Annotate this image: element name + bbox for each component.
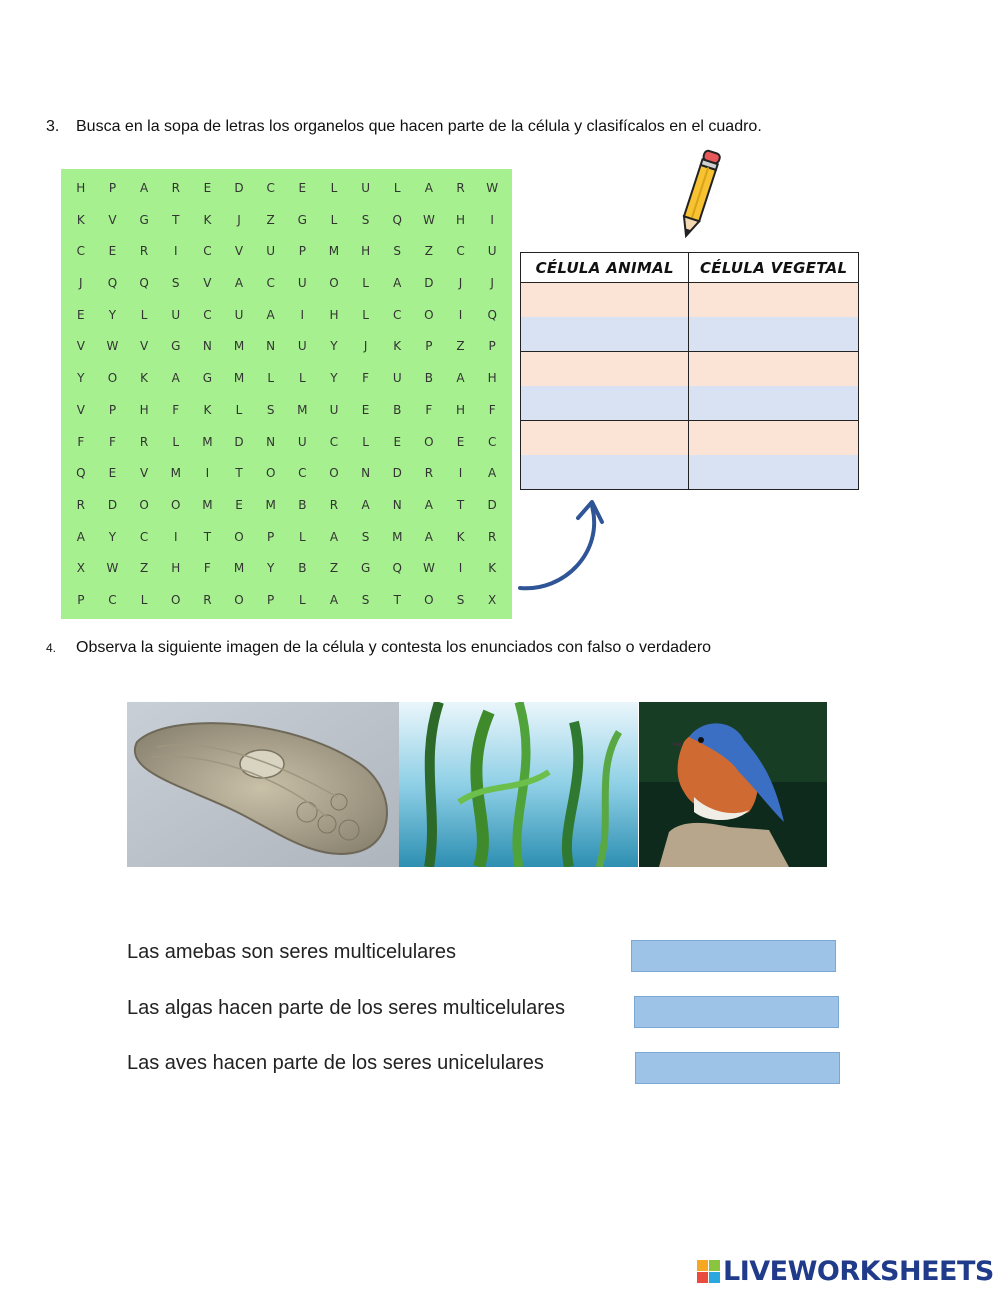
letter-cell[interactable]: R: [424, 466, 434, 481]
letter-cell[interactable]: J: [237, 212, 241, 227]
letter-cell[interactable]: C: [456, 244, 465, 259]
letter-cell[interactable]: N: [361, 466, 371, 481]
classification-table: [520, 252, 859, 490]
answer-cell-plant[interactable]: [689, 317, 859, 352]
letter-cell[interactable]: L: [140, 593, 148, 608]
answer-input[interactable]: [521, 386, 688, 420]
letter-cell[interactable]: C: [76, 244, 86, 259]
letter-cell[interactable]: L: [298, 371, 306, 386]
letter-cell[interactable]: L: [362, 307, 369, 322]
letter-cell[interactable]: S: [361, 212, 370, 227]
letter-cell[interactable]: Q: [392, 212, 402, 227]
statement-2: Las algas hacen parte de los seres multicelulares: [127, 997, 566, 1019]
letter-cell[interactable]: Z: [139, 561, 149, 576]
answer-cell-plant[interactable]: [689, 386, 859, 421]
letter-cell[interactable]: M: [202, 497, 213, 512]
letter-cell[interactable]: D: [487, 497, 497, 512]
answer-input[interactable]: [521, 283, 688, 317]
letter-cell[interactable]: R: [139, 244, 149, 259]
letter-cell[interactable]: S: [361, 529, 370, 544]
letter-cell[interactable]: K: [203, 402, 212, 417]
letter-cell[interactable]: U: [266, 244, 276, 259]
statement-3: Las aves hacen parte de los seres unicelulares: [127, 1052, 544, 1074]
answer-box-1[interactable]: [631, 940, 836, 972]
letter-cell[interactable]: U: [171, 307, 181, 322]
letter-cell[interactable]: C: [487, 434, 497, 449]
letter-cell[interactable]: T: [203, 529, 212, 544]
letter-cell[interactable]: O: [107, 371, 118, 386]
answer-box-3[interactable]: [635, 1052, 840, 1084]
letter-cell[interactable]: F: [203, 561, 211, 576]
letter-cell[interactable]: W: [486, 180, 499, 195]
letter-cell[interactable]: N: [392, 497, 402, 512]
letter-cell[interactable]: Y: [330, 371, 338, 386]
letter-cell[interactable]: Q: [76, 466, 86, 481]
algae-image: [399, 702, 638, 867]
letter-cell[interactable]: K: [76, 212, 85, 227]
letter-cell[interactable]: M: [328, 244, 340, 259]
letter-cell[interactable]: E: [393, 434, 402, 449]
letter-cell[interactable]: P: [77, 593, 85, 608]
answer-cell-animal[interactable]: [521, 386, 689, 421]
letter-cell[interactable]: N: [266, 434, 276, 449]
letter-cell[interactable]: I: [458, 561, 463, 576]
letter-cell[interactable]: A: [329, 529, 339, 544]
letter-cell[interactable]: F: [172, 402, 180, 417]
letter-cell[interactable]: P: [298, 244, 306, 259]
letter-cell[interactable]: E: [108, 466, 117, 481]
answer-input[interactable]: [521, 421, 688, 455]
answer-input[interactable]: [521, 455, 688, 489]
answer-cell-animal[interactable]: [521, 283, 689, 318]
letter-cell[interactable]: O: [424, 307, 434, 322]
letter-cell[interactable]: C: [329, 434, 339, 449]
letter-cell[interactable]: K: [393, 339, 402, 354]
letter-cell[interactable]: G: [139, 212, 149, 227]
letter-cell[interactable]: M: [297, 402, 308, 417]
letter-cell[interactable]: H: [456, 212, 466, 227]
answer-cell-animal[interactable]: [521, 455, 689, 490]
letter-cell[interactable]: V: [108, 212, 117, 227]
letter-cell[interactable]: I: [490, 212, 494, 227]
letter-cell[interactable]: E: [108, 244, 117, 259]
letter-cell[interactable]: O: [234, 529, 244, 544]
letter-cell[interactable]: A: [488, 466, 497, 481]
letter-cell[interactable]: V: [76, 402, 85, 417]
letter-cell[interactable]: L: [330, 180, 338, 195]
letter-cell[interactable]: L: [362, 275, 369, 290]
letter-cell[interactable]: U: [234, 307, 244, 322]
letter-cell[interactable]: Q: [139, 275, 149, 290]
letter-cell[interactable]: Y: [77, 371, 85, 386]
letter-cell[interactable]: L: [298, 593, 306, 608]
letter-cell[interactable]: H: [329, 307, 339, 322]
letter-cell[interactable]: A: [361, 497, 370, 512]
header-plant-cell: CÉLULA VEGETAL: [689, 253, 859, 283]
letter-cell[interactable]: Y: [266, 561, 275, 576]
question-3: [46, 118, 762, 136]
letter-cell[interactable]: Z: [329, 561, 339, 576]
letter-cell[interactable]: O: [265, 466, 276, 481]
letter-cell[interactable]: T: [235, 466, 243, 481]
letter-cell[interactable]: A: [171, 371, 180, 386]
word-search-grid[interactable]: [61, 169, 512, 619]
answer-cell-plant[interactable]: [689, 421, 859, 456]
answer-cell-animal[interactable]: [521, 317, 689, 352]
letter-cell[interactable]: D: [424, 275, 434, 290]
letter-cell[interactable]: B: [298, 497, 307, 512]
letter-cell[interactable]: O: [424, 593, 434, 608]
letter-cell[interactable]: R: [203, 593, 212, 608]
letter-cell[interactable]: D: [392, 466, 402, 481]
question-text: Busca en la sopa de letras los organelos que hacen parte de la célula y clasifícalos en el cuadro.: [76, 118, 762, 135]
letter-cell[interactable]: F: [425, 402, 433, 417]
letter-cell[interactable]: C: [298, 466, 307, 481]
letter-cell[interactable]: Q: [392, 561, 402, 576]
letter-cell[interactable]: S: [456, 593, 465, 608]
answer-cell-plant[interactable]: [689, 455, 859, 490]
letter-cell[interactable]: Y: [108, 529, 117, 544]
letter-cell[interactable]: M: [233, 339, 245, 354]
letter-cell[interactable]: I: [173, 244, 178, 259]
liveworksheets-logo: [697, 1256, 994, 1286]
letter-cell[interactable]: A: [393, 275, 402, 290]
letter-cell[interactable]: O: [329, 466, 339, 481]
letter-cell[interactable]: J: [490, 275, 494, 290]
letter-cell[interactable]: U: [297, 339, 307, 354]
answer-input[interactable]: [521, 317, 688, 351]
letter-cell[interactable]: A: [139, 180, 149, 195]
letter-cell[interactable]: U: [297, 275, 307, 290]
answer-input[interactable]: [689, 455, 858, 489]
letter-cell[interactable]: L: [140, 307, 148, 322]
bird-image: [639, 702, 827, 867]
letter-cell[interactable]: P: [425, 339, 433, 354]
amoeba-image: [127, 702, 399, 867]
logo-mark-icon: [697, 1260, 720, 1283]
letter-cell[interactable]: G: [297, 212, 307, 227]
letter-cell[interactable]: S: [393, 244, 402, 259]
letter-cell[interactable]: P: [267, 593, 275, 608]
letter-cell[interactable]: F: [488, 402, 496, 417]
letter-cell[interactable]: C: [203, 244, 212, 259]
letter-cell[interactable]: D: [234, 180, 244, 195]
letter-cell[interactable]: E: [456, 434, 465, 449]
letter-cell[interactable]: Y: [330, 339, 338, 354]
letter-cell[interactable]: M: [392, 529, 403, 544]
letter-cell[interactable]: E: [203, 180, 212, 195]
letter-cell[interactable]: U: [297, 434, 307, 449]
letter-cell[interactable]: K: [456, 529, 465, 544]
letter-cell[interactable]: M: [202, 434, 213, 449]
letter-cell[interactable]: R: [139, 434, 149, 449]
letter-cell[interactable]: H: [171, 561, 181, 576]
letter-cell[interactable]: B: [298, 561, 307, 576]
letter-cell[interactable]: H: [361, 244, 371, 259]
letter-cell[interactable]: H: [456, 402, 466, 417]
letter-cell[interactable]: N: [202, 339, 212, 354]
letter-cell[interactable]: K: [203, 212, 212, 227]
letter-cell[interactable]: E: [235, 497, 243, 512]
letter-cell[interactable]: Q: [107, 275, 118, 290]
letter-cell[interactable]: I: [205, 466, 210, 481]
letter-cell[interactable]: W: [422, 561, 435, 576]
letter-cell[interactable]: I: [173, 529, 178, 544]
letter-cell[interactable]: C: [266, 180, 275, 195]
answer-input[interactable]: [689, 317, 858, 351]
letter-cell[interactable]: Z: [266, 212, 275, 227]
letter-cell[interactable]: S: [266, 402, 275, 417]
letter-cell[interactable]: U: [329, 402, 339, 417]
letter-cell[interactable]: G: [202, 371, 213, 386]
letter-cell[interactable]: I: [458, 307, 463, 322]
letter-cell[interactable]: E: [361, 402, 370, 417]
letter-cell[interactable]: C: [139, 529, 149, 544]
answer-box-2[interactable]: [634, 996, 839, 1028]
answer-cell-animal[interactable]: [521, 421, 689, 456]
letter-cell[interactable]: R: [171, 180, 180, 195]
letter-cell[interactable]: O: [424, 434, 434, 449]
letter-cell[interactable]: A: [456, 371, 465, 386]
header-animal-cell: CÉLULA ANIMAL: [521, 253, 689, 283]
letter-cell[interactable]: W: [422, 212, 435, 227]
letter-cell[interactable]: M: [265, 497, 276, 512]
letter-cell[interactable]: T: [172, 212, 180, 227]
answer-input[interactable]: [689, 421, 858, 455]
letter-cell[interactable]: M: [170, 466, 181, 481]
letter-cell[interactable]: O: [171, 593, 181, 608]
letter-cell[interactable]: T: [393, 593, 401, 608]
letter-cell[interactable]: B: [424, 371, 433, 386]
letter-cell[interactable]: P: [267, 529, 275, 544]
letter-cell[interactable]: R: [487, 529, 497, 544]
question-number: 4.: [46, 641, 57, 655]
answer-cell-animal[interactable]: [521, 352, 689, 387]
letter-cell[interactable]: V: [139, 339, 149, 354]
letter-cell[interactable]: O: [234, 593, 244, 608]
answer-cell-plant[interactable]: [689, 283, 859, 318]
letter-cell[interactable]: X: [488, 593, 497, 608]
letter-cell[interactable]: K: [140, 371, 149, 386]
letter-cell[interactable]: Z: [456, 339, 465, 354]
letter-cell[interactable]: V: [76, 339, 85, 354]
letter-cell[interactable]: A: [424, 180, 433, 195]
letter-cell[interactable]: A: [234, 275, 244, 290]
letter-cell[interactable]: V: [203, 275, 212, 290]
letter-cell[interactable]: S: [171, 275, 180, 290]
letter-cell[interactable]: A: [76, 529, 85, 544]
letter-cell[interactable]: M: [233, 371, 245, 386]
letter-cell[interactable]: P: [108, 180, 117, 195]
logo-text: LIVEWORKSHEETS: [723, 1255, 994, 1287]
letter-cell[interactable]: I: [458, 466, 463, 481]
letter-cell[interactable]: H: [487, 371, 497, 386]
letter-cell[interactable]: F: [362, 371, 370, 386]
letter-cell[interactable]: C: [203, 307, 212, 322]
answer-input[interactable]: [521, 352, 688, 386]
letter-cell[interactable]: H: [76, 180, 86, 195]
letter-cell[interactable]: G: [360, 561, 371, 576]
answer-input[interactable]: [689, 352, 858, 386]
letter-cell[interactable]: A: [424, 529, 433, 544]
letter-cell[interactable]: V: [234, 244, 244, 259]
letter-cell[interactable]: H: [139, 402, 149, 417]
letter-cell[interactable]: C: [266, 275, 275, 290]
letter-cell[interactable]: P: [488, 339, 496, 354]
letter-cell[interactable]: L: [235, 402, 243, 417]
letter-cell[interactable]: A: [266, 307, 275, 322]
answer-cell-plant[interactable]: [689, 352, 859, 387]
letter-cell[interactable]: S: [361, 593, 370, 608]
letter-cell[interactable]: Y: [108, 307, 117, 322]
answer-input[interactable]: [689, 386, 858, 420]
letter-cell[interactable]: W: [106, 561, 119, 576]
letter-cell[interactable]: O: [171, 497, 181, 512]
letter-cell[interactable]: K: [488, 561, 497, 576]
letter-cell[interactable]: X: [76, 561, 85, 576]
pencil-icon: [676, 146, 722, 246]
letter-cell[interactable]: T: [456, 497, 465, 512]
letter-cell[interactable]: M: [233, 561, 245, 576]
letter-cell[interactable]: C: [108, 593, 117, 608]
letter-cell[interactable]: I: [300, 307, 305, 322]
answer-input[interactable]: [689, 283, 858, 317]
letter-cell[interactable]: B: [393, 402, 402, 417]
letter-cell[interactable]: E: [77, 307, 85, 322]
letter-cell[interactable]: L: [172, 434, 180, 449]
letter-cell[interactable]: J: [458, 275, 463, 290]
letter-cell[interactable]: W: [106, 339, 119, 354]
letter-cell[interactable]: F: [109, 434, 116, 449]
letter-cell[interactable]: L: [330, 212, 338, 227]
question-number: 3.: [46, 118, 60, 135]
letter-cell[interactable]: L: [298, 529, 306, 544]
question-text: Observa la siguiente imagen de la célula y contesta los enunciados con falso o verdadero: [76, 639, 712, 656]
letter-cell[interactable]: L: [393, 180, 401, 195]
letter-cell[interactable]: R: [76, 497, 85, 512]
question-4: [46, 639, 711, 657]
letter-cell[interactable]: D: [234, 434, 244, 449]
letter-cell[interactable]: O: [139, 497, 149, 512]
letter-cell[interactable]: U: [487, 244, 497, 259]
letter-cell[interactable]: D: [107, 497, 118, 512]
letter-cell[interactable]: C: [393, 307, 402, 322]
letter-cell[interactable]: F: [77, 434, 85, 449]
letter-cell[interactable]: L: [267, 371, 274, 386]
letter-cell[interactable]: J: [363, 339, 368, 354]
letter-cell[interactable]: Z: [424, 244, 433, 259]
letter-cell[interactable]: V: [139, 466, 149, 481]
letter-cell[interactable]: P: [108, 402, 117, 417]
letter-cell[interactable]: A: [424, 497, 433, 512]
statement-1: Las amebas son seres multicelulares: [127, 941, 457, 963]
letter-cell[interactable]: R: [329, 497, 339, 512]
letter-cell[interactable]: E: [298, 180, 307, 195]
letter-cell[interactable]: Q: [487, 307, 497, 322]
letter-cell[interactable]: J: [79, 275, 83, 290]
letter-cell[interactable]: N: [266, 339, 276, 354]
letter-cell[interactable]: U: [392, 371, 402, 386]
curved-arrow-icon: [514, 492, 614, 598]
letter-cell[interactable]: A: [329, 593, 339, 608]
letter-cell[interactable]: G: [171, 339, 181, 354]
letter-cell[interactable]: L: [362, 434, 369, 449]
letter-cell[interactable]: R: [456, 180, 465, 195]
letter-cell[interactable]: O: [329, 275, 339, 290]
letter-cell[interactable]: U: [361, 180, 370, 195]
